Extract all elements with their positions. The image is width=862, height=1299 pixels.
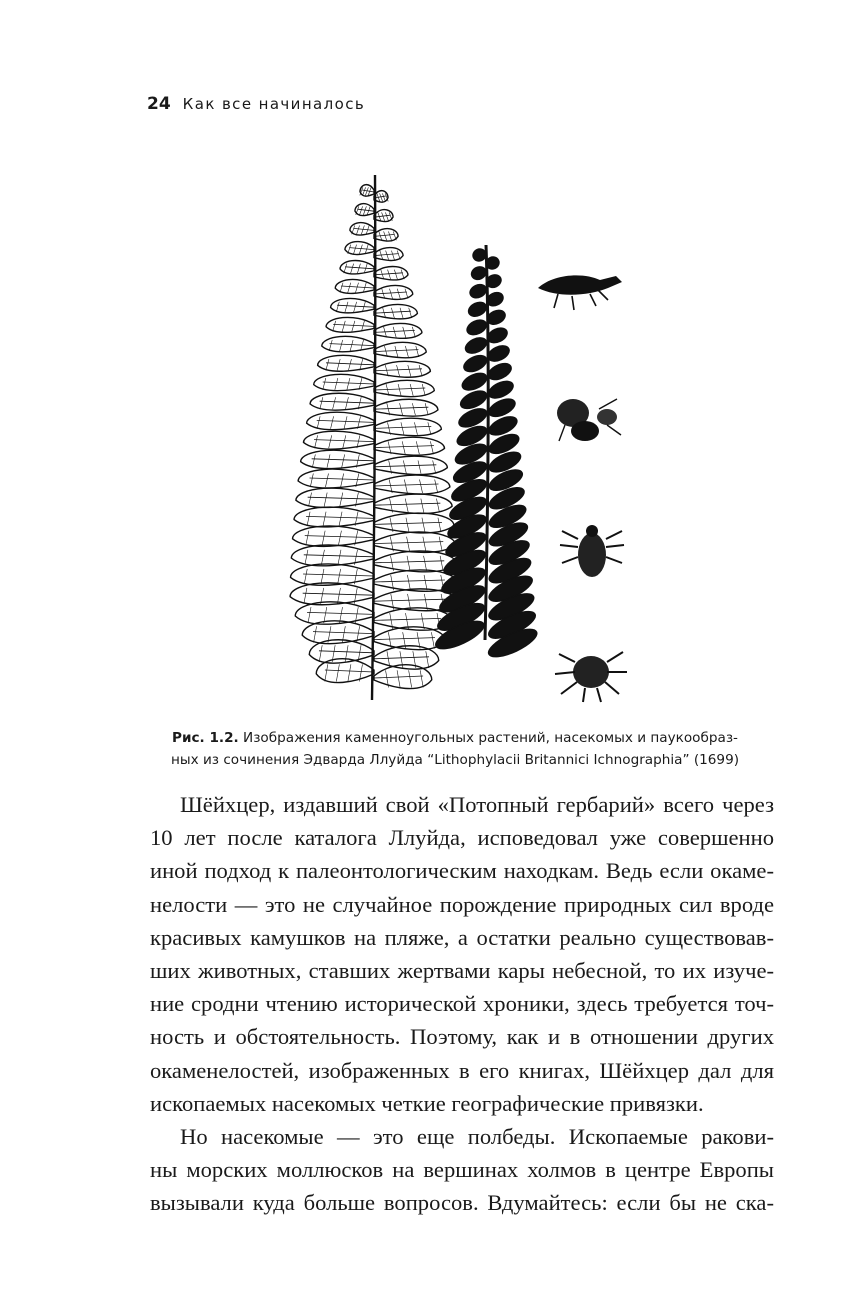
figure-caption <box>130 727 780 771</box>
text-line: иной подход к палеонтологическим находкам. Ведь если окаме- <box>150 858 774 884</box>
fossil-insect-1 <box>538 275 622 310</box>
text-line: ископаемых насекомых четкие географические привязки. <box>150 1090 704 1116</box>
caption-line-2: ных из сочинения Эдварда Ллуйда “Lithophylacii Britannici Ichnographia” (1699) <box>170 752 740 768</box>
caption-line-1: Рис. 1.2. Изображения каменноугольных растений, насекомых и паукообраз- <box>172 730 738 746</box>
text-line: 10 лет после каталога Ллуйда, исповедовал уже совершенно <box>150 825 774 851</box>
small-fern-frond <box>432 245 540 662</box>
page-number: 24 <box>147 94 171 114</box>
paragraph-1 <box>150 788 774 1120</box>
text-line: нелости — это не случайное порождение природных сил вроде <box>150 891 774 917</box>
text-line: ние сродни чтению исторической хроники, здесь требуется точ- <box>150 991 774 1017</box>
body-text <box>150 788 774 1220</box>
fossil-arachnid-2 <box>555 652 627 702</box>
text-line: ших животных, ставших жертвами кары небесной, то их изуче- <box>150 958 774 984</box>
figure-label: Рис. 1.2. <box>172 730 239 746</box>
text-line: вызывали куда больше вопросов. Вдумайтесь: если бы не ска- <box>150 1190 774 1216</box>
text-line: красивых камушков на пляже, а остатки реально существовав- <box>150 924 774 950</box>
text-line: ны морских моллюсков на вершинах холмов в центре Европы <box>150 1157 774 1183</box>
text-line: Но насекомые — это еще полбеды. Ископаемые ракови- <box>180 1124 774 1150</box>
paragraph-2 <box>150 1120 774 1220</box>
chapter-title: Как все начиналось <box>182 95 366 113</box>
text-line: окаменелостей, изображенных в его книгах, Шёйхцер дал для <box>150 1057 774 1083</box>
fossil-arachnid-1 <box>560 525 624 577</box>
fossil-illustration <box>280 160 640 705</box>
text-line: Шёйхцер, издавший свой «Потопный гербарий» всего через <box>180 792 774 817</box>
running-head <box>147 94 365 114</box>
fossil-insect-2 <box>557 399 621 441</box>
large-fern-frond <box>290 175 458 700</box>
text-line: ность и обстоятельность. Поэтому, как и в отношении других <box>150 1024 774 1050</box>
